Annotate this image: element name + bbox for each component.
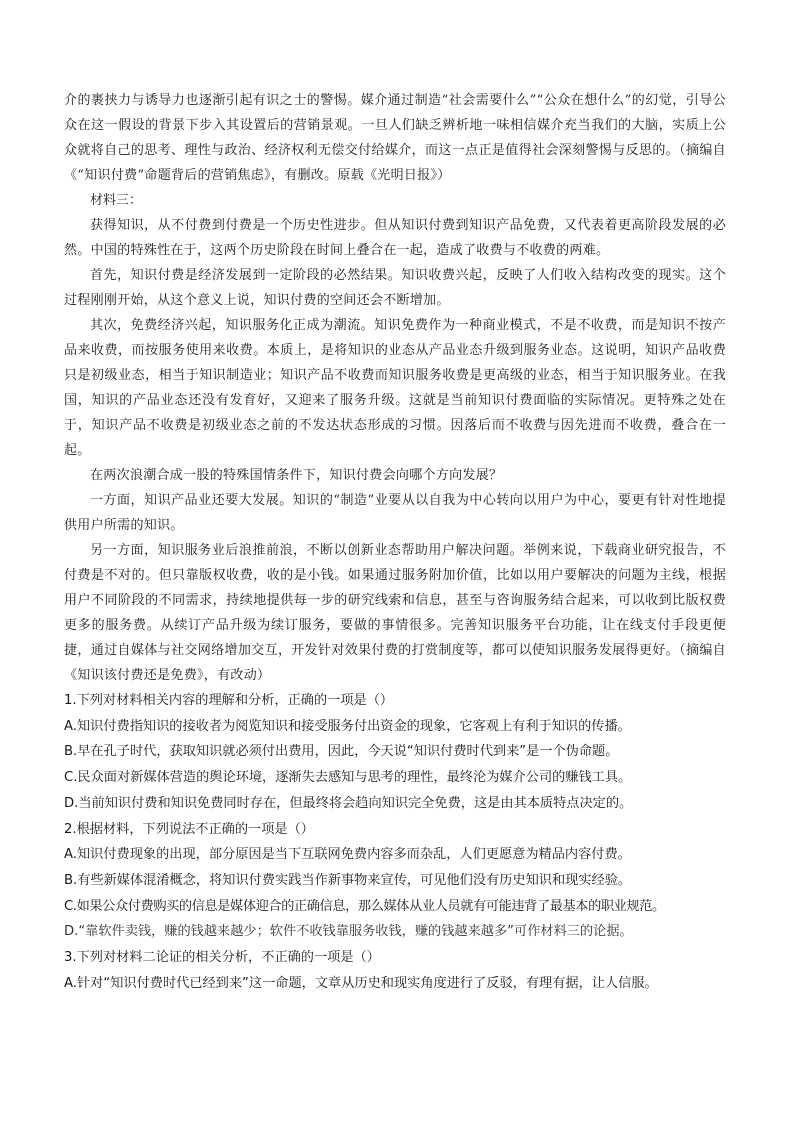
answer-option-a: A.针对“知识付费时代已经到来”这一命题，文章从历史和现实角度进行了反驳，有理有据，让人信服。 xyxy=(64,975,658,991)
question-2 xyxy=(64,817,726,946)
question-3 xyxy=(64,945,726,996)
question-stem: 2.根据材料，下列说法不正确的一项是（） xyxy=(64,821,314,837)
answer-option-b: B.有些新媒体混淆概念，将知识付费实践当作新事物来宣传，可见他们没有历史知识和现实经验。 xyxy=(64,872,632,888)
material-three-paragraph: 获得知识，从不付费到付费是一个历史性进步。但从知识付费到知识产品免费，又代表着更高阶段发展的必然。中国的特殊性在于，这两个历史阶段在时间上叠合在一起，造成了收费与不收费的两难。 xyxy=(64,218,726,258)
answer-option-b: B.早在孔子时代，获取知识就必须付出费用，因此，今天说“知识付费时代到来”是一个伪命题。 xyxy=(64,744,619,760)
answer-option-a: A.知识付费现象的出现，部分原因是当下互联网免费内容多而杂乱，人们更愿意为精品内容付费。 xyxy=(64,847,631,863)
answer-option-c: C.民众面对新媒体营造的舆论环境，逐渐失去感知与思考的理性，最终沦为媒介公司的赚钱工具。 xyxy=(64,770,632,786)
page-content xyxy=(64,88,726,996)
material-three-paragraph: 在两次浪潮合成一股的特殊国情条件下，知识付费会向哪个方向发展？ xyxy=(90,468,503,483)
material-three-paragraph: 另一方面，知识服务业后浪推前浪，不断以创新业态帮助用户解决问题。举例来说，下载商业研究报告，不付费是不对的。但只靠版权收费，收的是小钱。如果通过服务附加价值，比如以用户要解决的问题为主线，根据用户不同阶段的不同需求，持续地提供每一步的研究线索和信息，甚至与咨询服务结合起来，可以收到比版权费更多的服务费。从续订产品升级为续订服务，要做的事情很多。完善知识服务平台功能，让在线支付手段更便捷，通过自媒体与社交网络增加交互，开发针对效果付费的打赏制度等，都可以使知识服务发展得更好。（摘编自《知识该付费还是免费》，有改动） xyxy=(64,543,726,683)
passage-continued-paragraph: 介的裹挟力与诱导力也逐渐引起有识之士的警惕。媒介通过制造“社会需要什么”“公众在想什么”的幻觉，引导公众在这一假设的背景下步入其设置后的营销景观。一旦人们缺乏辨析地一味相信媒介充当我们的大脑，实质上公众就将自己的思考、理性与政治、经济权利无偿交付给媒介，而这一点正是值得社会深刻警惕与反思的。（摘编自《“知识付费”命题背后的营销焦虑》，有删改。原载《光明日报》） xyxy=(64,93,726,183)
answer-option-a: A.知识付费指知识的接收者为阅览知识和接受服务付出资金的现象，它客观上有利于知识的传播。 xyxy=(64,718,631,734)
material-three-paragraph: 其次，免费经济兴起，知识服务化正成为潮流。知识免费作为一种商业模式，不是不收费，而是知识不按产品来收费，而按服务使用来收费。本质上，是将知识的业态从产品业态升级到服务业态。这说明，知识产品收费只是初级业态，相当于知识制造业；知识产品不收费而知识服务收费是更高级的业态，相当于知识服务业。在我国，知识的产品业态还没有发育好，又迎来了服务升级。这就是当前知识付费面临的实际情况。更特殊之处在于，知识产品不收费是初级业态之前的不发达状态形成的习惯。因落后而不收费与因先进而不收费，叠合在一起。 xyxy=(64,318,726,458)
question-stem: 3.下列对材料二论证的相关分析，不正确的一项是（） xyxy=(64,950,380,966)
material-three-heading: 材料三： xyxy=(90,193,143,208)
question-list xyxy=(64,688,726,996)
question-1 xyxy=(64,688,726,817)
answer-option-c: C.如果公众付费购买的信息是媒体迎合的正确信息，那么媒体从业人员就有可能违背了最基本的职业规范。 xyxy=(64,898,665,914)
material-three-paragraph: 首先，知识付费是经济发展到一定阶段的必然结果。知识收费兴起，反映了人们收入结构改变的现实。这个过程刚刚开始，从这个意义上说，知识付费的空间还会不断增加。 xyxy=(64,268,726,308)
answer-option-d: D.当前知识付费和知识免费同时存在，但最终将会趋向知识完全免费，这是由其本质特点决定的。 xyxy=(64,795,633,811)
question-stem: 1.下列对材料相关内容的理解和分析，正确的一项是（） xyxy=(64,693,394,708)
material-three-paragraph: 一方面，知识产品业还要大发展。知识的“制造”业要从以自我为中心转向以用户为中心，要更有针对性地提供用户所需的知识。 xyxy=(64,493,726,533)
answer-option-d: D.“靠软件卖钱，赚的钱越来越少；软件不收钱靠服务收钱，赚的钱越来越多”可作材料三的论据。 xyxy=(64,924,633,940)
